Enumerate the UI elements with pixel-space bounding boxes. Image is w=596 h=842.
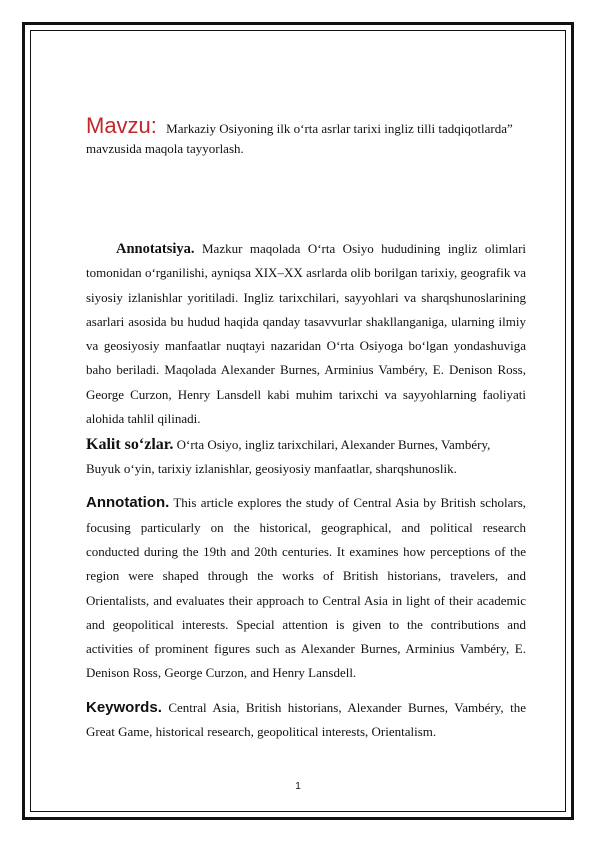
kalit-sozlar-paragraph xyxy=(86,433,526,481)
annotation-heading: Annotation. xyxy=(86,494,170,512)
keywords-text: Central Asia, British historians, Alexander Burnes, Vambéry, the Great Game, historical research, geopolitical interests, Orientalism. xyxy=(86,699,526,740)
page-number: 1 xyxy=(295,781,301,792)
kalit-sozlar-line1: O‘rta Osiyo, ingliz tarixchilari, Alexander Burnes, Vambéry, xyxy=(176,437,491,453)
keywords-heading: Keywords. xyxy=(86,698,162,716)
kalit-sozlar-heading: Kalit so‘zlar. xyxy=(86,436,174,454)
annotation-text: This article explores the study of Central Asia by British scholars, focusing particularly on the historical, geographical, and political research conducted during the 19th and 20th centuries. It examines how perceptions of the region were shaped through the works of British historians, travelers, and Orientalists, and evaluates their approach to Central Asia in light of their academic and geopolitical interests. Special attention is given to the contributions and activities of prominent figures such as Alexander Burnes, Arminius Vambéry, E. Denison Ross, George Curzon, and Henry Lansdell. xyxy=(86,495,527,681)
annotatsiya-paragraph xyxy=(86,237,526,431)
annotatsiya-heading: Annotatsiya. xyxy=(116,241,195,257)
document-body xyxy=(86,113,527,744)
topic xyxy=(86,113,526,159)
keywords-paragraph xyxy=(86,696,526,745)
topic-text: Markaziy Osiyoning ilk o‘rta asrlar tarixi ingliz tilli tadqiqotlarda” mavzusida maqola tayyorlash. xyxy=(86,121,513,156)
kalit-sozlar-line2: Buyuk o‘yin, tarixiy izlanishlar, geosiyosiy manfaatlar, sharqshunoslik. xyxy=(86,461,457,477)
topic-label: Mavzu: xyxy=(86,113,157,138)
annotation-paragraph xyxy=(86,491,526,685)
annotatsiya-text: Mazkur maqolada O‘rta Osiyo hududining ingliz olimlari tomonidan o‘rganilishi, ayniqsa XIX–XX asrlarda olib borilgan tarixiy, geografik va siyosiy izlanishlar yoritiladi. Ingliz tarixchilari, sayyohlari va sharqshunoslarining asarlari asosida bu hudud haqida qanday tasavvurlar shakllanganiga, ularning ilmiy va geosiyosiy manfaatlar nuqtayi nazaridan O‘rta Osiyoga bo‘lgan yondashuviga baho beriladi. Maqolada Alexander Burnes, Arminius Vambéry, E. Denison Ross, George Curzon, Henry Lansdell kabi muhim tarixchi va sayyohlarning faoliyati alohida tahlil qilinadi. xyxy=(86,241,527,427)
